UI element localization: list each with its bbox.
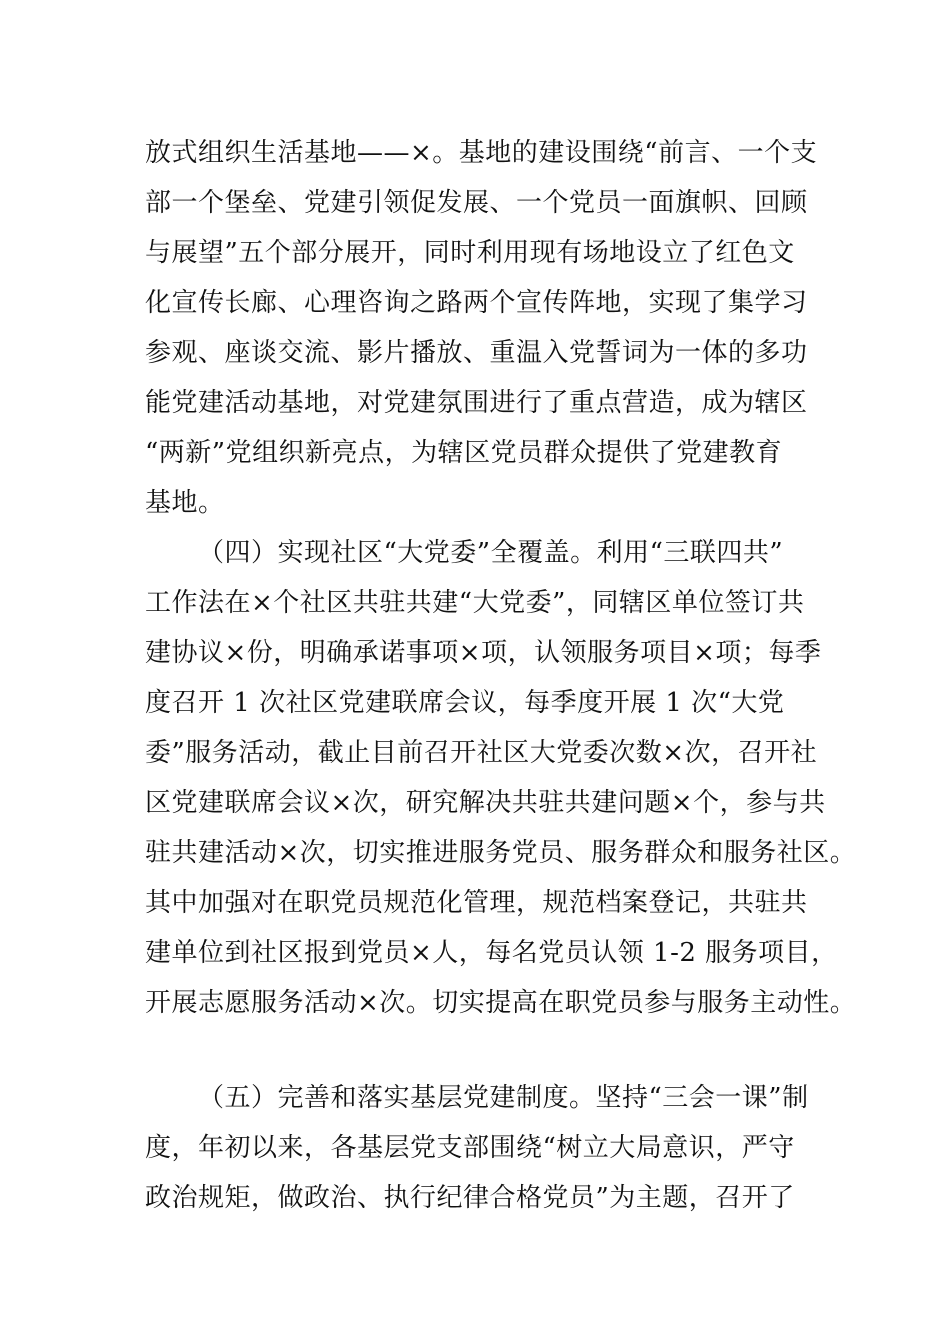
text-line-11: 建协议×份，明确承诺事项×项，认领服务项目×项；每季 — [145, 638, 822, 668]
text-line-8: 基地。 — [145, 488, 225, 518]
text-line-12: 度召开 1 次社区党建联席会议，每季度开展 1 次“大党 — [145, 688, 785, 718]
text-line-6: 能党建活动基地，对党建氛围进行了重点营造，成为辖区 — [145, 388, 808, 418]
text-line-3: 与展望”五个部分展开，同时利用现有场地设立了红色文 — [145, 238, 795, 268]
text-line-5: 参观、座谈交流、影片播放、重温入党誓词为一体的多功 — [145, 338, 808, 368]
section-heading-5: （五）完善和落实基层党建制度。坚持“三会一课”制 — [198, 1083, 809, 1113]
text-line-7: “两新”党组织新亮点，为辖区党员群众提供了党建教育 — [145, 438, 783, 468]
text-line-21: 政治规矩，做政治、执行纪律合格党员”为主题，召开了 — [145, 1183, 795, 1213]
text-line-2: 部一个堡垒、党建引领促发展、一个党员一面旗帜、回顾 — [145, 188, 808, 218]
text-line-10: 工作法在×个社区共驻共建“大党委”，同辖区单位签订共 — [145, 588, 805, 618]
text-line-14: 区党建联席会议×次，研究解决共驻共建问题×个，参与共 — [145, 788, 826, 818]
text-line-20: 度，年初以来，各基层党支部围绕“树立大局意识，严守 — [145, 1133, 795, 1163]
text-line-17: 建单位到社区报到党员×人，每名党员认领 1-2 服务项目， — [145, 938, 838, 968]
text-line-1: 放式组织生活基地——×。基地的建设围绕“前言、一个支 — [145, 138, 818, 168]
text-line-15: 驻共建活动×次，切实推进服务党员、服务群众和服务社区。 — [145, 838, 857, 868]
text-line-13: 委”服务活动，截止目前召开社区大党委次数×次，召开社 — [145, 738, 818, 768]
text-line-18: 开展志愿服务活动×次。切实提高在职党员参与服务主动性。 — [145, 988, 857, 1018]
text-line-16: 其中加强对在职党员规范化管理，规范档案登记，共驻共 — [145, 888, 808, 918]
section-heading-4: （四）实现社区“大党委”全覆盖。利用“三联四共” — [198, 538, 784, 568]
text-line-4: 化宣传长廊、心理咨询之路两个宣传阵地，实现了集学习 — [145, 288, 808, 318]
